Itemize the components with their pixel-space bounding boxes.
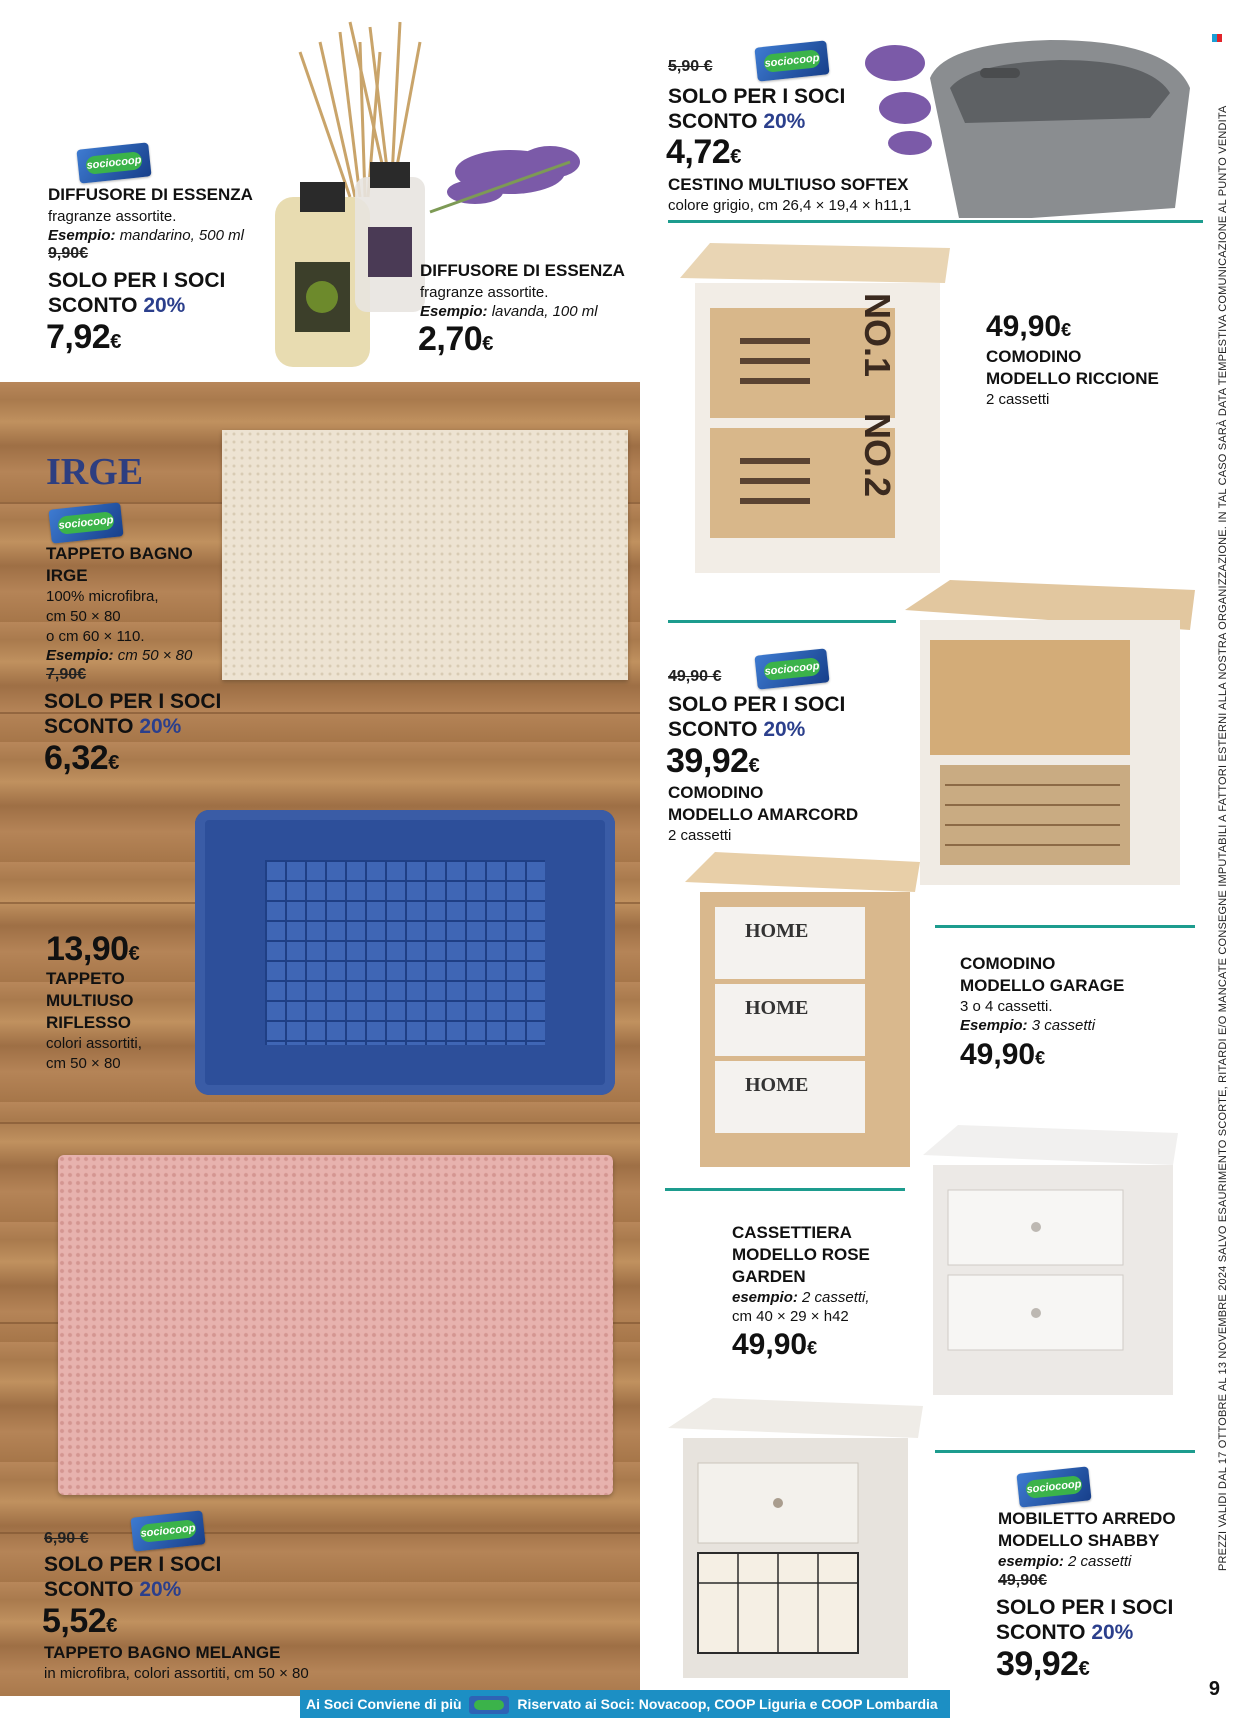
riflesso-title-2: MULTIUSO [46, 991, 134, 1010]
garage-drawer-3-label: HOME [745, 1074, 809, 1096]
irge-price: 6,32€ [44, 739, 119, 777]
garage-drawer-1-label: HOME [745, 920, 809, 942]
amarcord-desc: 2 cassetti [668, 827, 732, 844]
shabby-old-price: 49,90€ [998, 1572, 1047, 1589]
melange-soci: SOLO PER I SOCI [44, 1553, 222, 1576]
sociocoop-badge: sociocoop [76, 142, 151, 183]
divider [935, 1450, 1195, 1453]
riccione-image [675, 238, 955, 583]
cestino-desc: colore grigio, cm 26,4 × 19,4 × h11,1 [668, 197, 912, 214]
cestino-soci: SOLO PER I SOCI [668, 85, 846, 108]
diffusore500-example: Esempio: mandarino, 500 ml [48, 227, 244, 244]
riflesso-title-3: RIFLESSO [46, 1013, 132, 1032]
footer-right-text: Riservato ai Soci: Novacoop, COOP Liguria e COOP Lombardia [517, 1696, 938, 1712]
amarcord-title-1: COMODINO [668, 783, 764, 802]
shabby-price: 39,92€ [996, 1645, 1090, 1683]
diffusore500-sconto: SCONTO 20% [48, 294, 186, 317]
garage-example: Esempio: 3 cassetti [960, 1017, 1096, 1034]
cestino-sconto: SCONTO 20% [668, 110, 806, 133]
diffusore500-price: 7,92€ [46, 318, 121, 356]
irge-rug-image [222, 430, 628, 680]
irge-desc-3: o cm 60 × 110. [46, 628, 145, 645]
amarcord-old-price: 49,90 € [668, 668, 722, 685]
garage-price: 49,90€ [960, 1038, 1046, 1071]
cestino-old-price: 5,90 € [668, 58, 713, 75]
legal-side-note: PREZZI VALIDI DAL 17 OTTOBRE AL 13 NOVEMBRE 2024 SALVO ESAURIMENTO SCORTE, RITARDI E/O MANCATE CONSEGNE IMPUTABILI A FATTORI ESTERNI ALLA NOSTRA ORGANIZZAZIONE. IN TAL CASO SARÀ DATA TEMPESTIVA COMUNICAZIONE AL PUNTO VENDITA [1217, 105, 1229, 1571]
riccione-desc: 2 cassetti [986, 391, 1050, 408]
irge-desc-2: cm 50 × 80 [46, 608, 121, 625]
diffusore500-soci: SOLO PER I SOCI [48, 269, 226, 292]
diffusore100-title: DIFFUSORE DI ESSENZA [420, 261, 625, 280]
irge-old-price: 7,90€ [46, 666, 87, 683]
rose-price: 49,90€ [732, 1328, 818, 1361]
melange-desc: in microfibra, colori assortiti, cm 50 × 80 [44, 1665, 309, 1682]
amarcord-soci: SOLO PER I SOCI [668, 693, 846, 716]
shabby-sconto: SCONTO 20% [996, 1621, 1134, 1644]
sociocoop-badge: sociocoop [48, 502, 123, 543]
diffusore500-title: DIFFUSORE DI ESSENZA [48, 185, 253, 204]
cestino-price: 4,72€ [666, 133, 741, 171]
rose-title-1: CASSETTIERA [732, 1223, 852, 1242]
riccione-title-2: MODELLO RICCIONE [986, 369, 1159, 388]
riccione-drawer-top-label: NO.1 [857, 293, 898, 378]
divider [668, 620, 896, 623]
sociocoop-badge: sociocoop [130, 1510, 205, 1551]
rose-example: esempio: 2 cassetti, [732, 1289, 870, 1306]
footer-left-text: Ai Soci Conviene di più [306, 1696, 462, 1712]
irge-soci: SOLO PER I SOCI [44, 690, 222, 713]
riflesso-title-1: TAPPETO [46, 969, 125, 988]
irge-brand-logo: IRGE [46, 451, 144, 493]
riflesso-desc-1: colori assortiti, [46, 1035, 142, 1052]
sociocoop-badge: sociocoop [754, 648, 829, 689]
diffusore100-desc: fragranze assortite. [420, 284, 549, 301]
shabby-title-2: MODELLO SHABBY [998, 1531, 1160, 1550]
melange-rug-image [58, 1155, 613, 1495]
amarcord-title-2: MODELLO AMARCORD [668, 805, 859, 824]
shabby-soci: SOLO PER I SOCI [996, 1596, 1174, 1619]
shabby-image [668, 1398, 923, 1693]
melange-title: TAPPETO BAGNO MELANGE [44, 1643, 281, 1662]
sociocoop-badge: sociocoop [1016, 1466, 1091, 1507]
sociocoop-badge [469, 1696, 509, 1714]
shabby-title-1: MOBILETTO ARREDO [998, 1509, 1176, 1528]
diffusore500-old-price: 9,90€ [48, 245, 89, 262]
rose-garden-image [918, 1125, 1183, 1415]
rose-title-3: GARDEN [732, 1267, 806, 1286]
divider [668, 220, 1203, 223]
page-number: 9 [1208, 1678, 1220, 1700]
amarcord-price: 39,92€ [666, 742, 760, 780]
diffusore100-example: Esempio: lavanda, 100 ml [420, 303, 598, 320]
garage-image [680, 852, 925, 1172]
irge-sconto: SCONTO 20% [44, 715, 182, 738]
diffusore100-price: 2,70€ [418, 320, 493, 358]
riflesso-desc-2: cm 50 × 80 [46, 1055, 121, 1072]
riflesso-rug-image [195, 810, 615, 1095]
riccione-price: 49,90€ [986, 310, 1072, 343]
melange-price: 5,52€ [42, 1602, 117, 1640]
riflesso-price: 13,90€ [46, 930, 140, 968]
melange-old-price: 6,90 € [44, 1530, 89, 1547]
shabby-example: esempio: 2 cassetti [998, 1553, 1132, 1570]
garage-drawer-2-label: HOME [745, 997, 809, 1019]
riccione-drawer-bottom-label: NO.2 [857, 413, 898, 498]
brand-logo-mark [1212, 34, 1222, 42]
garage-desc: 3 o 4 cassetti. [960, 998, 1053, 1015]
rose-title-2: MODELLO ROSE [732, 1245, 870, 1264]
garage-title-2: MODELLO GARAGE [960, 976, 1125, 995]
amarcord-sconto: SCONTO 20% [668, 718, 806, 741]
basket-image [850, 18, 1200, 218]
footer-bar [300, 1690, 950, 1718]
melange-sconto: SCONTO 20% [44, 1578, 182, 1601]
garage-title-1: COMODINO [960, 954, 1056, 973]
diffusore500-desc: fragranze assortite. [48, 208, 177, 225]
rose-desc: cm 40 × 29 × h42 [732, 1308, 849, 1325]
cestino-title: CESTINO MULTIUSO SOFTEX [668, 175, 909, 194]
amarcord-image [905, 580, 1195, 895]
irge-desc-1: 100% microfibra, [46, 588, 159, 605]
divider [665, 1188, 905, 1191]
divider [935, 925, 1195, 928]
irge-title-1: TAPPETO BAGNO [46, 544, 193, 563]
irge-title-2: IRGE [46, 566, 88, 585]
irge-example: Esempio: cm 50 × 80 [46, 647, 193, 664]
riccione-title-1: COMODINO [986, 347, 1082, 366]
sociocoop-badge: sociocoop [754, 40, 829, 81]
